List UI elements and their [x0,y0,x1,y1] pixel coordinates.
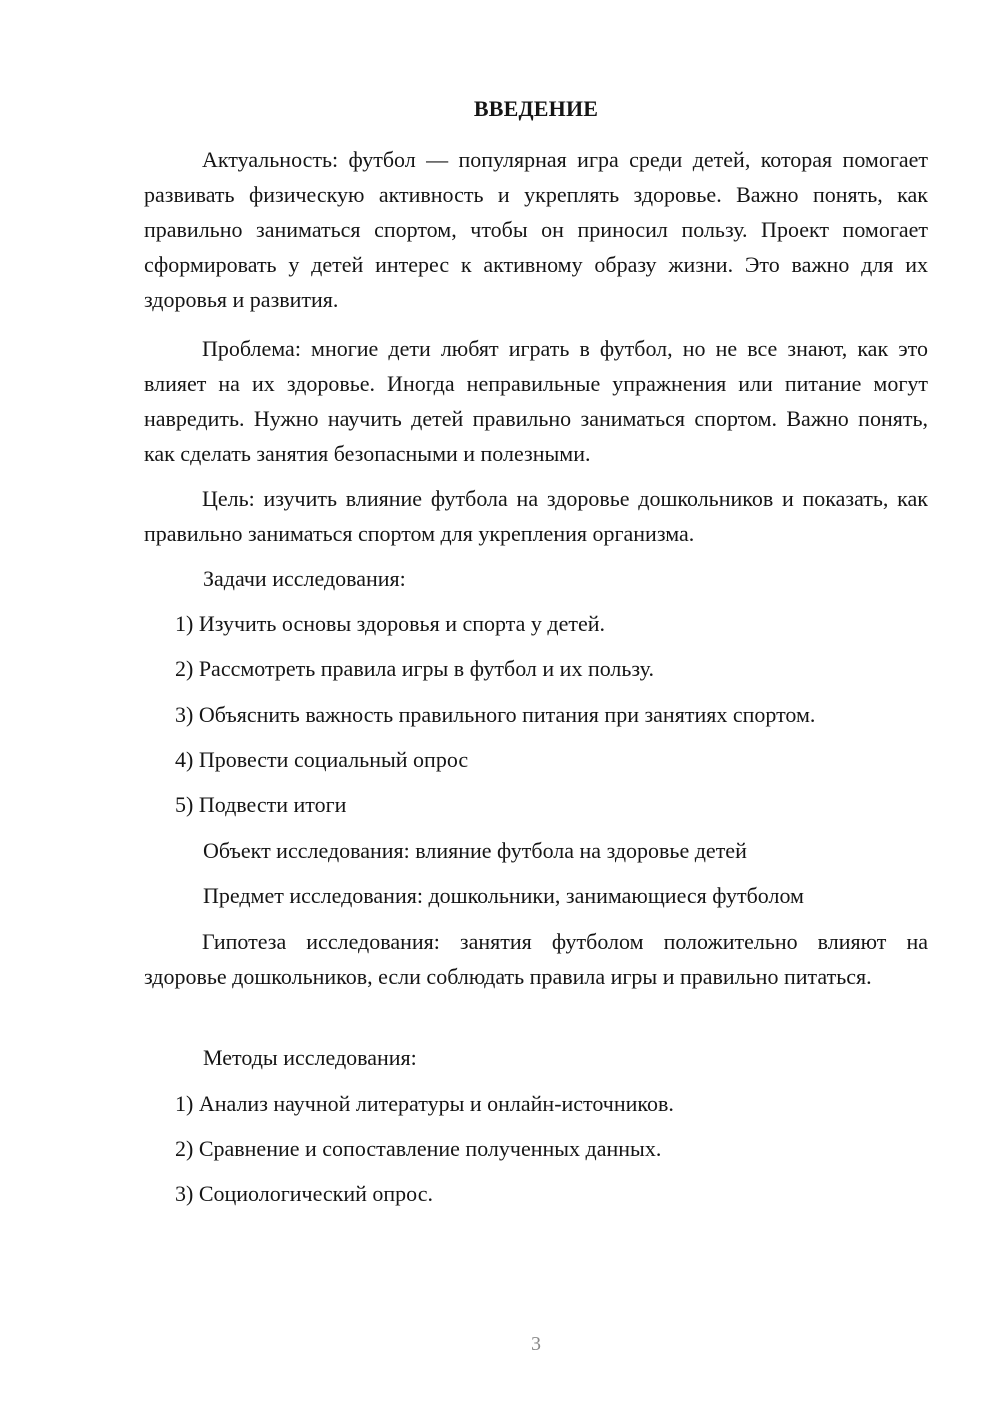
goal-block [144,481,928,551]
problem-paragraph: Проблема: многие дети любят играть в футбол, но не все знают, как это влияет на их здоровье. Иногда неправильные упражнения или питание могут навредить. Нужно научить детей правильно заниматься спортом. Важно понять, как сделать занятия безопасными и полезными. [144,336,928,466]
task-item: 1) Изучить основы здоровья и спорта у детей. [175,611,605,636]
hypothesis-block [144,924,928,994]
method-item: 3) Социологический опрос. [175,1181,433,1206]
task-item: 4) Провести социальный опрос [175,747,469,772]
research-subject: Предмет исследования: дошкольники, занимающиеся футболом [203,883,804,908]
methods-heading: Методы исследования: [203,1045,417,1070]
page-number: 3 [531,1333,541,1355]
hypothesis-paragraph: Гипотеза исследования: занятия футболом положительно влияют на здоровье дошкольников, если соблюдать правила игры и правильно питаться. [144,929,928,989]
relevance-paragraph: Актуальность: футбол — популярная игра среди детей, которая помогает развивать физическую активность и укреплять здоровье. Важно понять, как правильно заниматься спортом, чтобы он приносил пользу. Проект помогает сформировать у детей интерес к активному образу жизни. Это важно для их здоровья и развития. [144,147,928,312]
section-title: ВВЕДЕНИЕ [473,96,599,121]
goal-paragraph: Цель: изучить влияние футбола на здоровье дошкольников и показать, как правильно заниматься спортом для укрепления организма. [144,486,928,546]
research-object: Объект исследования: влияние футбола на здоровье детей [203,838,747,863]
tasks-heading: Задачи исследования: [203,566,406,591]
problem-block [144,331,928,471]
task-item: 5) Подвести итоги [175,792,347,817]
method-item: 1) Анализ научной литературы и онлайн-источников. [175,1091,674,1116]
task-item: 3) Объяснить важность правильного питания при занятиях спортом. [175,702,816,727]
task-item: 2) Рассмотреть правила игры в футбол и их пользу. [175,656,654,681]
method-item: 2) Сравнение и сопоставление полученных данных. [175,1136,662,1161]
relevance-block [144,142,928,317]
